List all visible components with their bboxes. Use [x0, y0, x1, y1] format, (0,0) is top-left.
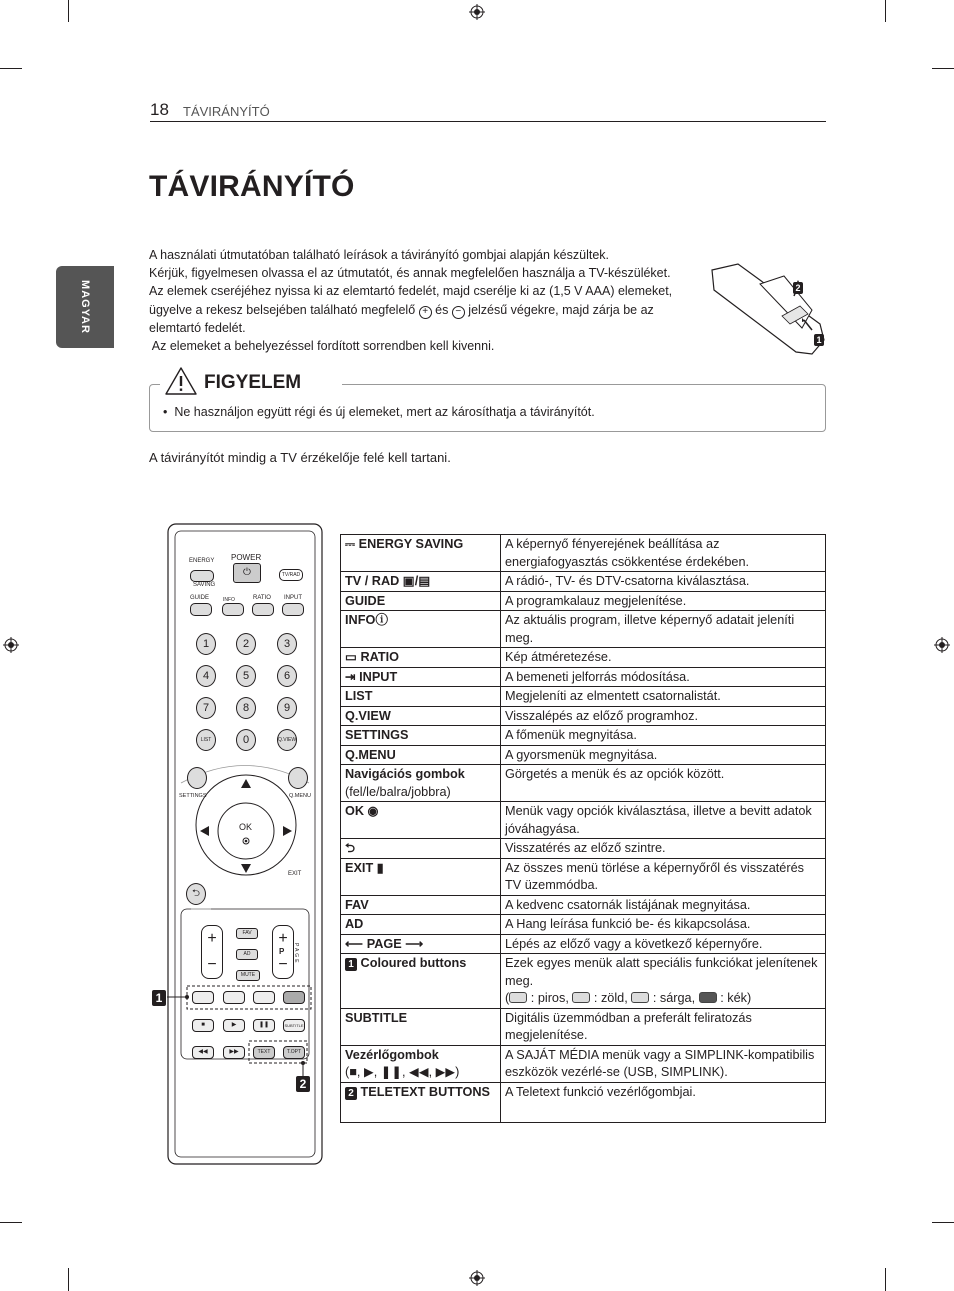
color-label: : piros, [530, 991, 569, 1005]
plus-terminal-icon: + [419, 306, 432, 319]
key-row [341, 765, 826, 802]
key-name: Vezérlőgombok [345, 1047, 439, 1062]
yellow-button-icon [631, 992, 649, 1003]
stop-button[interactable]: ■ [192, 1019, 214, 1032]
key-row [341, 839, 826, 859]
key-name: EXIT [345, 860, 374, 875]
key-name: INFO [345, 613, 376, 627]
key-name-detail: (■, ▶, ❚❚, ◀◀, ▶▶) [345, 1065, 460, 1079]
key-description: Megjeleníti az elmentett csatornalistát. [505, 689, 721, 703]
key-symbol-icon: ▭ [345, 650, 361, 664]
crop-mark [885, 0, 886, 22]
key-description-cell [501, 1008, 826, 1045]
key-row [341, 1008, 826, 1045]
qmenu-button[interactable] [288, 767, 308, 789]
key-row [341, 915, 826, 935]
key-description-cell [501, 934, 826, 954]
key-name-cell [341, 858, 501, 895]
digit-7-button[interactable]: 7 [196, 697, 216, 719]
key-description: Visszatérés az előző szintre. [505, 841, 666, 855]
key-name-cell [341, 765, 501, 802]
key-description: A programkalauz megjelenítése. [505, 593, 687, 608]
key-name-cell [341, 1082, 501, 1122]
warning-icon [164, 366, 198, 396]
label-settings: SETTINGS [179, 793, 207, 799]
label-input: INPUT [284, 595, 302, 601]
key-description: A képernyő fényerejének beállítása az energiafogyasztás csökkentése érdekében. [505, 537, 750, 569]
text-button[interactable]: TEXT [253, 1046, 275, 1059]
remote-body-icon [167, 523, 323, 1165]
intro-line: Az elemek cseréjéhez nyissa ki az elemtartó fedelét, majd cserélje ki az (1,5 V AAA) elemeket, [149, 284, 673, 299]
back-button[interactable]: ⮌ [186, 883, 206, 905]
key-name: Coloured buttons [360, 956, 467, 970]
key-row [341, 802, 826, 839]
key-name-detail: (fel/le/balra/jobbra) [345, 784, 451, 799]
red-button-icon [509, 992, 527, 1003]
key-description: A SAJÁT MÉDIA menük vagy a SIMPLINK-kompatibilis eszközök vezérlé-se (USB, SIMPLINK). [505, 1047, 815, 1079]
intro-line [149, 301, 709, 319]
back-arrow-icon: ⮌ [345, 841, 356, 855]
key-name: TV / RAD [345, 574, 400, 588]
fav-button[interactable]: FAV [236, 928, 258, 939]
key-name-cell [341, 895, 501, 915]
key-name-cell [341, 745, 501, 765]
key-description-cell [501, 745, 826, 765]
yellow-button[interactable] [253, 991, 275, 1004]
key-name-cell [341, 726, 501, 746]
key-row [341, 611, 826, 648]
key-name-cell [341, 934, 501, 954]
green-button-icon [572, 992, 590, 1003]
green-button[interactable] [223, 991, 245, 1004]
digit-0-button[interactable]: 0 [236, 729, 256, 751]
key-name: AD [345, 917, 364, 931]
key-row [341, 745, 826, 765]
mute-button[interactable]: MUTE [236, 970, 260, 981]
key-name-cell [341, 535, 501, 572]
key-description: A főmenük megnyitása. [505, 728, 637, 742]
digit-5-button[interactable]: 5 [236, 665, 256, 687]
blue-button[interactable] [283, 991, 305, 1004]
key-name: PAGE [366, 936, 402, 951]
crop-mark [68, 1268, 69, 1291]
tv-rad-button[interactable]: TV/RAD [279, 569, 303, 581]
key-name-cell [341, 706, 501, 726]
key-description-cell [501, 765, 826, 802]
label-info: INFO [223, 597, 235, 603]
key-name: SUBTITLE [345, 1010, 408, 1025]
blue-button-icon [699, 992, 717, 1003]
key-row [341, 591, 826, 611]
notice-label: FIGYELEM [204, 372, 302, 393]
label-saving: SAVING [193, 582, 216, 588]
digit-6-button[interactable]: 6 [277, 665, 297, 687]
battery-compartment-illustration [708, 262, 832, 358]
notice-heading [160, 366, 342, 400]
digit-3-button[interactable]: 3 [277, 633, 297, 655]
subtitle-button[interactable]: SUBTITLE [283, 1019, 305, 1032]
crop-mark [0, 1222, 22, 1223]
registration-mark-icon [469, 1270, 485, 1286]
list-button[interactable]: LIST [196, 729, 216, 751]
key-description: Menük vagy opciók kiválasztása, illetve a bevitt adatok jóváhagyása. [505, 804, 812, 836]
language-tab [56, 266, 114, 348]
key-row [341, 687, 826, 707]
battery-step-2: 2 [793, 282, 803, 294]
color-label: : kék) [720, 991, 752, 1005]
key-description-cell [501, 915, 826, 935]
label-guide: GUIDE [190, 595, 210, 601]
intro-text-part: jelzésű végekre, majd zárja be az [468, 302, 654, 317]
settings-button[interactable] [187, 767, 207, 789]
key-name: TELETEXT BUTTONS [360, 1084, 490, 1099]
registration-mark-icon [469, 4, 485, 20]
color-label: : zöld, [593, 991, 628, 1005]
topt-button[interactable]: T.OPT [283, 1046, 305, 1059]
key-symbol-icon: ⟵ [345, 936, 367, 951]
crop-mark [0, 68, 22, 69]
callout-2-label: 2 [296, 1076, 310, 1092]
guide-button[interactable] [190, 603, 212, 616]
ratio-button[interactable] [252, 603, 274, 616]
battery-step-1: 1 [814, 334, 824, 346]
forward-button[interactable]: ▶▶ [223, 1046, 245, 1059]
key-row [341, 726, 826, 746]
key-description: A Hang leírása funkció be- és kikapcsolása. [505, 917, 751, 931]
digit-1-button[interactable]: 1 [196, 633, 216, 655]
key-name: OK [345, 804, 365, 818]
key-description-cell [501, 1045, 826, 1082]
key-row [341, 934, 826, 954]
key-name: ENERGY SAVING [358, 537, 464, 551]
notice-text [163, 405, 595, 419]
intro-line: Az elemeket a behelyezéssel fordított sorrendben kell kivenni. [149, 339, 495, 354]
key-description-cell [501, 706, 826, 726]
label-power: POWER [231, 553, 262, 562]
input-button[interactable] [282, 603, 304, 616]
key-description-cell [501, 895, 826, 915]
key-description-cell [501, 648, 826, 668]
energy-saving-button[interactable] [190, 570, 214, 582]
minus-terminal-icon: − [452, 306, 465, 319]
key-description-cell [501, 802, 826, 839]
key-description: Görgetés a menük és az opciók között. [505, 767, 725, 781]
registration-mark-icon [3, 637, 19, 653]
label-qmenu: Q.MENU [289, 793, 311, 799]
aim-note: A távirányítót mindig a TV érzékelője felé kell tartani. [149, 450, 451, 465]
key-name-cell [341, 802, 501, 839]
qview-button[interactable]: Q.VIEW [277, 729, 297, 751]
play-button[interactable]: ▶ [223, 1019, 245, 1032]
red-button[interactable] [192, 991, 214, 1004]
key-symbol-icon: ⇥ [345, 669, 360, 684]
label-ratio: RATIO [253, 595, 271, 601]
label-p: P [279, 947, 285, 956]
key-description: Visszalépés az előző programhoz. [505, 708, 699, 723]
callout-badge: 1 [345, 958, 357, 971]
key-name: Q.VIEW [345, 708, 391, 723]
key-name: Navigációs gombok [345, 767, 465, 781]
info-icon: ⓘ [375, 613, 388, 627]
key-name: RATIO [360, 650, 400, 664]
intro-line: Kérjük, figyelmesen olvassa el az útmutatót, és annak megfelelően használja a TV-készüléket. [149, 266, 671, 281]
key-name-cell [341, 839, 501, 859]
notice-sentence: Ne használjon együtt régi és új elemeket, mert az károsíthatja a távirányítót. [174, 405, 595, 419]
key-row [341, 535, 826, 572]
intro-text-part: ügyelve a rekesz belsejében található megfelelő [149, 302, 416, 317]
label-page: PAGE [293, 943, 299, 965]
key-name-cell [341, 687, 501, 707]
pause-button[interactable]: ❚❚ [253, 1019, 275, 1032]
tv-radio-icon: ▣/▤ [399, 574, 431, 588]
header-rule [150, 121, 826, 122]
key-row [341, 706, 826, 726]
page-title: TÁVIRÁNYÍTÓ [149, 170, 355, 203]
rewind-button[interactable]: ◀◀ [192, 1046, 214, 1059]
program-rocker[interactable]: + − [272, 925, 294, 979]
key-row [341, 954, 826, 1009]
key-name-cell [341, 667, 501, 687]
key-description: Ezek egyes menük alatt speciális funkciókat jelenítenek meg. [505, 956, 818, 988]
key-description: Lépés az előző vagy a következő képernyőre. [505, 936, 763, 951]
key-description-cell [501, 611, 826, 648]
label-energy: ENERGY [189, 558, 215, 564]
page-arrow-icon: ⟶ [401, 936, 424, 951]
key-description: Az összes menü törlése a képernyőről és visszatérés TV üzemmódba. [505, 860, 804, 892]
ok-button[interactable]: OK [239, 822, 253, 832]
key-name: Q.MENU [345, 747, 396, 762]
ok-icon: ◉ [364, 804, 379, 818]
key-description-cell [501, 687, 826, 707]
key-description: A kedvenc csatornák listájának megnyitása. [505, 897, 751, 912]
intro-line: elemtartó fedelét. [149, 320, 246, 335]
remote-control-illustration [167, 523, 323, 1165]
key-description-cell [501, 839, 826, 859]
page-number: 18 [150, 100, 169, 119]
key-name: FAV [345, 897, 369, 912]
exit-button[interactable]: EXIT [288, 871, 302, 877]
callout-2 [296, 1075, 310, 1093]
key-name-cell [341, 915, 501, 935]
intro-text-part: és [435, 302, 449, 317]
digit-8-button[interactable]: 8 [236, 697, 256, 719]
key-row [341, 572, 826, 592]
intro-text [149, 246, 709, 355]
key-row [341, 1045, 826, 1082]
key-name-cell [341, 648, 501, 668]
key-description: A rádió-, TV- és DTV-csatorna kiválasztása. [505, 574, 750, 588]
key-description: A gyorsmenük megnyitása. [505, 747, 658, 762]
key-description-cell [501, 1082, 826, 1122]
key-description-cell [501, 726, 826, 746]
crop-mark [885, 1268, 886, 1291]
key-description-cell [501, 858, 826, 895]
key-name-cell [341, 591, 501, 611]
key-description: A Teletext funkció vezérlőgombjai. [505, 1084, 696, 1099]
key-row [341, 667, 826, 687]
color-label: : sárga, [652, 991, 696, 1005]
ad-button[interactable]: AD [236, 949, 258, 960]
key-description: Az aktuális program, illetve képernyő adatait jeleníti meg. [505, 613, 795, 645]
key-description: Kép átméretezése. [505, 650, 612, 664]
info-button[interactable] [222, 603, 244, 616]
key-name: INPUT [359, 669, 398, 684]
language-tab-label: MAGYAR [79, 280, 91, 334]
key-row [341, 648, 826, 668]
callout-1-label: 1 [152, 990, 166, 1006]
crop-mark [932, 68, 954, 69]
key-name-cell [341, 572, 501, 592]
key-name-cell [341, 1045, 501, 1082]
digit-4-button[interactable]: 4 [196, 665, 216, 687]
key-description: A bemeneti jelforrás módosítása. [505, 669, 690, 684]
callout-badge: 2 [345, 1087, 357, 1100]
key-table [340, 534, 826, 1123]
key-description-cell: Ezek egyes menük alatt speciális funkciókat jelenítenek meg. ( : piros, : zöld, : sárga, : kék) [501, 954, 826, 1009]
key-row [341, 858, 826, 895]
key-description-cell [501, 591, 826, 611]
registration-mark-icon [934, 637, 950, 653]
key-description: Digitális üzemmódban a preferált feliratozás megjelenítése. [505, 1010, 752, 1042]
key-row [341, 895, 826, 915]
volume-rocker[interactable]: + − [201, 925, 223, 979]
key-row [341, 1082, 826, 1122]
exit-icon: ▮ [373, 860, 384, 875]
digit-2-button[interactable]: 2 [236, 633, 256, 655]
key-name: SETTINGS [345, 728, 409, 742]
key-name: LIST [345, 689, 373, 703]
callout-1 [152, 989, 166, 1007]
crop-mark [932, 1222, 954, 1223]
key-description-cell [501, 667, 826, 687]
running-header: TÁVIRÁNYÍTÓ [183, 104, 270, 119]
key-name-cell [341, 611, 501, 648]
power-button[interactable]: ⏻ [233, 563, 261, 583]
key-name-cell [341, 954, 501, 1009]
intro-line: A használati útmutatóban található leírások a távirányító gombjai alapján készültek. [149, 248, 609, 262]
bullet: • [163, 405, 168, 419]
key-description-cell [501, 535, 826, 572]
key-name-cell [341, 1008, 501, 1045]
crop-mark [68, 0, 69, 22]
key-name: GUIDE [345, 593, 386, 608]
digit-9-button[interactable]: 9 [277, 697, 297, 719]
key-symbol-icon: ⎓ [345, 537, 359, 551]
key-description-cell [501, 572, 826, 592]
